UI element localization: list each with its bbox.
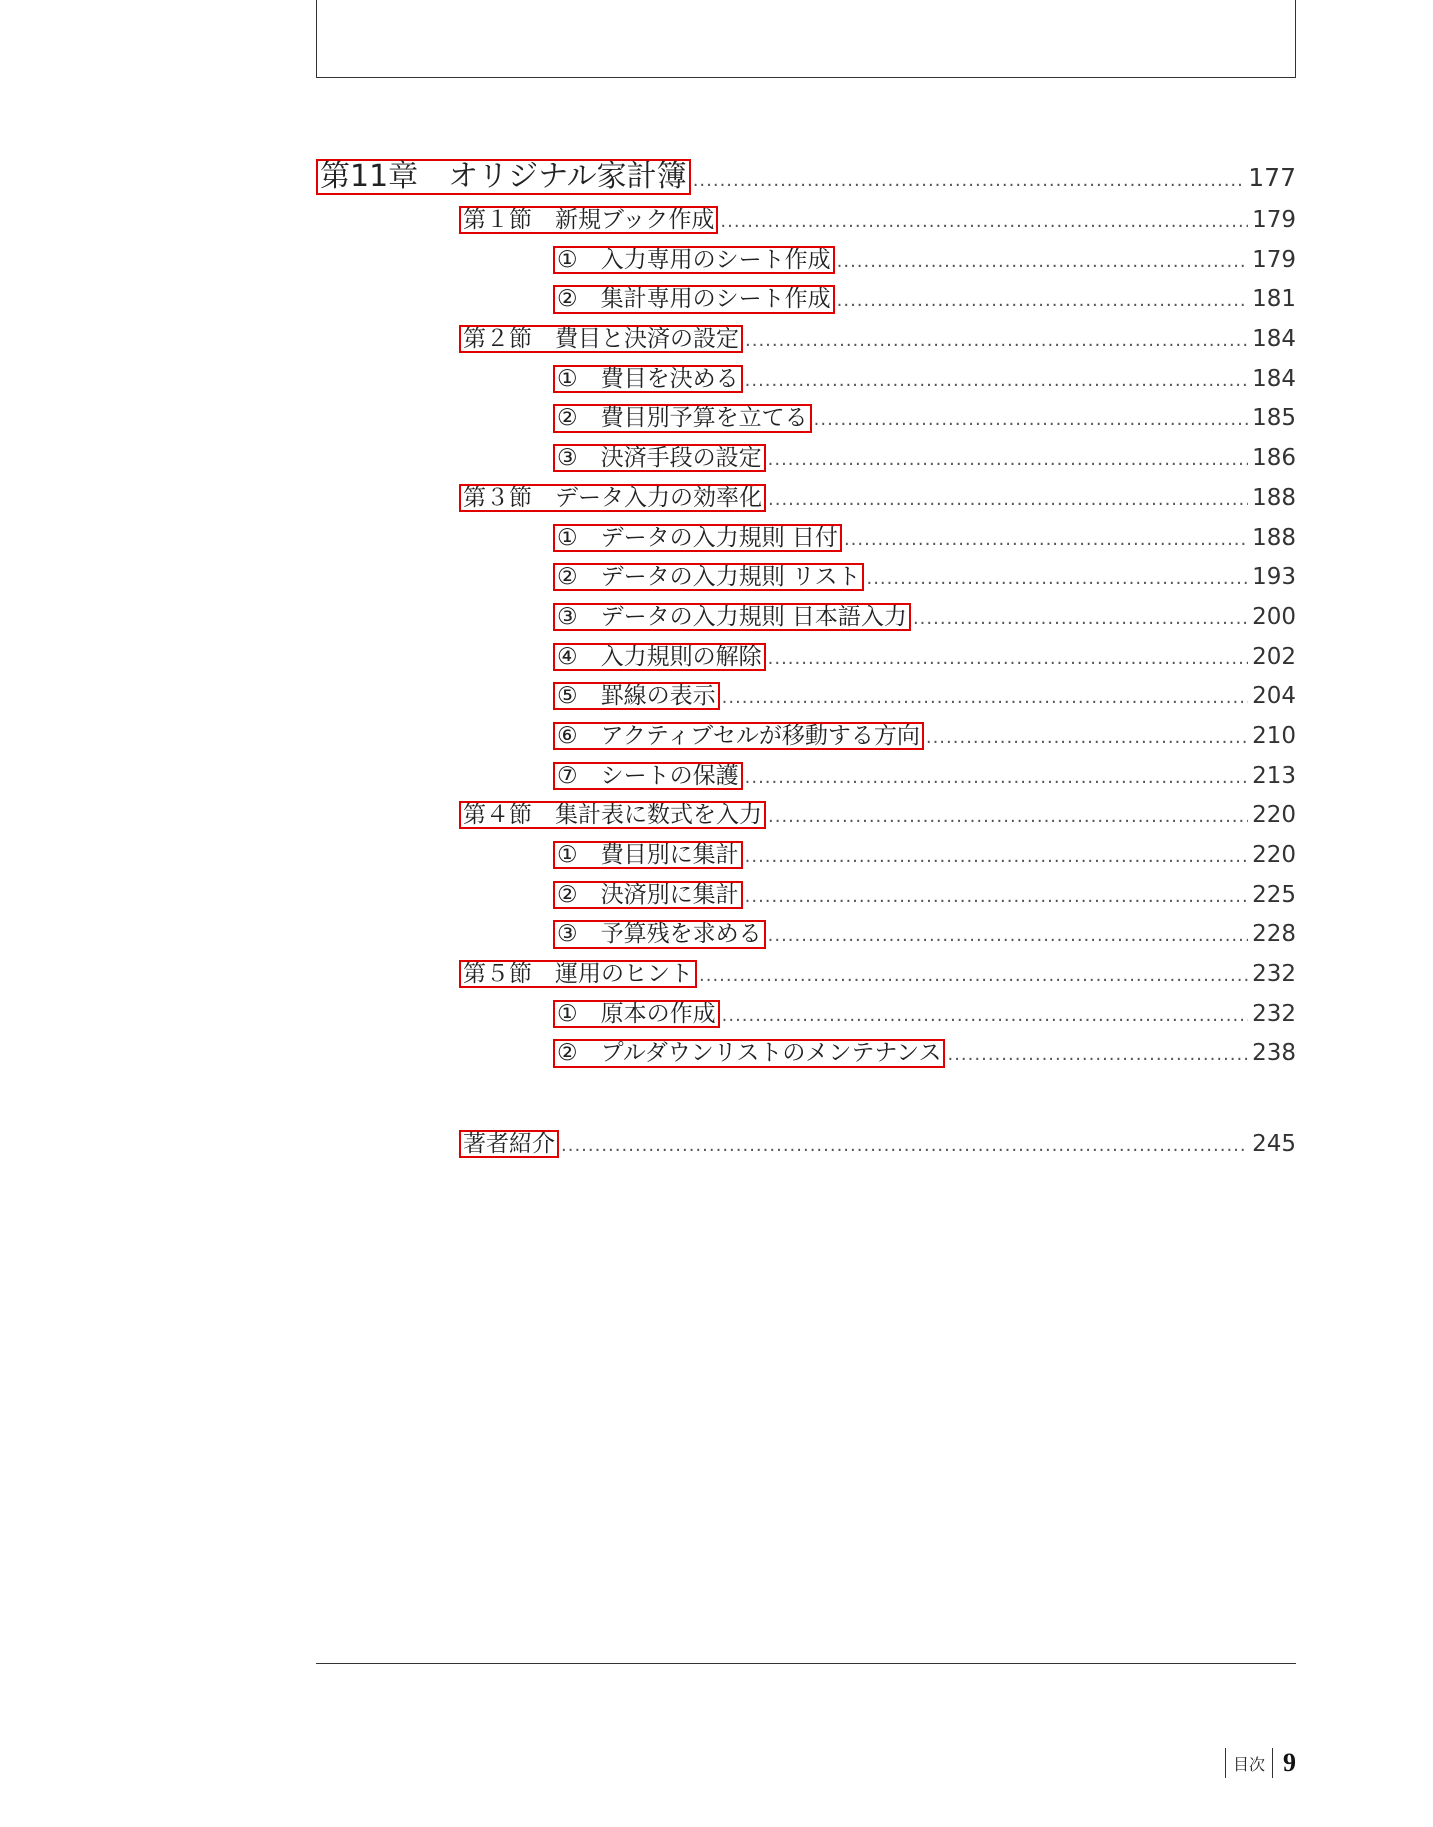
item-title: ① 原本の作成: [553, 1000, 720, 1028]
toc-item-row[interactable]: [316, 677, 1296, 717]
toc-item-row[interactable]: [316, 598, 1296, 638]
page-number: 220: [1252, 842, 1296, 868]
page-number: 202: [1252, 643, 1296, 670]
dot-leader: [768, 440, 1248, 480]
toc-item-row[interactable]: [316, 638, 1296, 678]
item-title: ② データの入力規則 リスト: [553, 563, 864, 591]
footer-page-number: 9: [1283, 1748, 1296, 1777]
page-number: 228: [1252, 921, 1296, 948]
item-title: ③ 決済手段の設定: [553, 444, 766, 472]
dot-leader: [722, 678, 1248, 718]
toc-item-row[interactable]: [316, 399, 1296, 439]
toc-author-row[interactable]: [316, 1125, 1296, 1165]
dot-leader: [814, 400, 1248, 440]
page-number: 193: [1252, 564, 1296, 591]
toc-item-row[interactable]: [316, 717, 1296, 757]
page-number: 184: [1252, 365, 1296, 392]
section-title: 第２節 費目と決済の設定: [459, 325, 743, 353]
author-title: 著者紹介: [459, 1130, 559, 1158]
page-number: 179: [1252, 246, 1296, 273]
top-frame: [316, 0, 1296, 78]
item-title: ② 集計専用のシート作成: [553, 285, 835, 313]
section-title: 第１節 新規ブック作成: [459, 206, 718, 234]
page-number: 204: [1252, 683, 1296, 710]
item-title: ① データの入力規則 日付: [553, 524, 842, 552]
toc-item-row[interactable]: [316, 241, 1296, 281]
dot-leader: [745, 837, 1248, 877]
page-number: 186: [1252, 445, 1296, 472]
dot-leader: [745, 877, 1248, 917]
dot-leader: [693, 158, 1245, 204]
page-number: 179: [1252, 207, 1296, 233]
section-title: 第４節 集計表に数式を入力: [459, 801, 766, 829]
item-title: ④ 入力規則の解除: [553, 643, 766, 671]
toc-item-row[interactable]: [316, 876, 1296, 916]
dot-leader: [913, 599, 1248, 639]
section-title: 第３節 データ入力の効率化: [459, 484, 766, 512]
table-of-contents: [316, 155, 1296, 1165]
page-number: 200: [1252, 603, 1296, 630]
dot-leader: [768, 797, 1248, 837]
item-title: ⑥ アクティブセルが移動する方向: [553, 722, 924, 750]
dot-leader: [745, 321, 1248, 361]
toc-section-row[interactable]: [316, 479, 1296, 519]
dot-leader: [866, 559, 1248, 599]
page-footer: [1225, 1748, 1296, 1778]
item-title: ② プルダウンリストのメンテナンス: [553, 1039, 945, 1067]
dot-leader: [768, 639, 1248, 679]
page-number: 238: [1252, 1040, 1296, 1067]
item-title: ① 入力専用のシート作成: [553, 246, 835, 274]
item-title: ③ データの入力規則 日本語入力: [553, 603, 911, 631]
item-title: ① 費目別に集計: [553, 841, 743, 869]
page-number: 232: [1252, 961, 1296, 988]
dot-leader: [947, 1035, 1248, 1075]
item-title: ① 費目を決める: [553, 365, 743, 393]
page-number: 220: [1252, 802, 1296, 829]
toc-item-row[interactable]: [316, 360, 1296, 400]
toc-item-row[interactable]: [316, 1034, 1296, 1074]
toc-chapter-row[interactable]: [316, 155, 1296, 201]
item-title: ② 費目別予算を立てる: [553, 404, 812, 432]
dot-leader: [768, 480, 1248, 520]
toc-item-row[interactable]: [316, 439, 1296, 479]
item-title: ③ 予算残を求める: [553, 920, 766, 948]
section-title: 第５節 運用のヒント: [459, 960, 697, 988]
toc-section-row[interactable]: [316, 955, 1296, 995]
footer-section-name: 目次: [1232, 1754, 1265, 1774]
dot-leader: [745, 361, 1248, 401]
dot-leader: [720, 202, 1248, 242]
toc-section-row[interactable]: [316, 320, 1296, 360]
dot-leader: [837, 242, 1248, 282]
dot-leader: [699, 956, 1248, 996]
toc-section-row[interactable]: [316, 796, 1296, 836]
bottom-rule: [316, 1663, 1296, 1664]
dot-leader: [844, 520, 1248, 560]
page-number: 245: [1252, 1131, 1296, 1158]
page-number: 184: [1252, 326, 1296, 353]
toc-item-row[interactable]: [316, 757, 1296, 797]
toc-item-row[interactable]: [316, 995, 1296, 1035]
page-number: 177: [1248, 163, 1296, 192]
page-number: 185: [1252, 405, 1296, 432]
toc-item-row[interactable]: [316, 558, 1296, 598]
page-number: 210: [1252, 722, 1296, 749]
page-number: 188: [1252, 484, 1296, 511]
toc-item-row[interactable]: [316, 280, 1296, 320]
dot-leader: [745, 758, 1248, 798]
page-number: 188: [1252, 524, 1296, 551]
item-title: ⑦ シートの保護: [553, 762, 743, 790]
toc-item-row[interactable]: [316, 836, 1296, 876]
page-number: 225: [1252, 881, 1296, 908]
page-number: 232: [1252, 1000, 1296, 1027]
item-title: ② 決済別に集計: [553, 881, 743, 909]
dot-leader: [722, 996, 1248, 1036]
page-number: 181: [1252, 286, 1296, 313]
toc-item-row[interactable]: [316, 915, 1296, 955]
chapter-title: 第11章 オリジナル家計簿: [316, 159, 691, 195]
dot-leader: [768, 916, 1248, 956]
dot-leader: [561, 1126, 1248, 1166]
dot-leader: [926, 718, 1248, 758]
toc-entries: [316, 201, 1296, 1074]
item-title: ⑤ 罫線の表示: [553, 682, 720, 710]
page-number: 213: [1252, 762, 1296, 789]
toc-section-row[interactable]: [316, 201, 1296, 241]
toc-item-row[interactable]: [316, 519, 1296, 559]
dot-leader: [837, 281, 1248, 321]
